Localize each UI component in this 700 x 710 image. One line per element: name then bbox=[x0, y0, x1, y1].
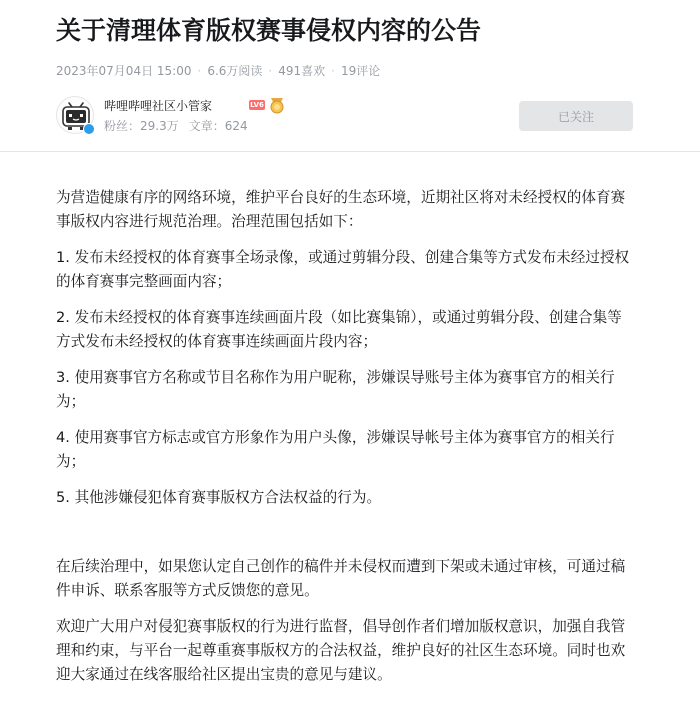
article-meta bbox=[56, 63, 380, 79]
publish-date: 2023年07月04日 15:00 bbox=[56, 64, 192, 78]
follow-button[interactable]: 已关注 bbox=[519, 101, 633, 131]
view-count: 6.6万阅读 bbox=[207, 64, 263, 78]
header-divider bbox=[0, 151, 700, 152]
list-item: 5. 其他涉嫌侵犯体育赛事版权方合法权益的行为。 bbox=[56, 489, 382, 506]
list-item: 3. 使用赛事官方名称或节目名称作为用户昵称，涉嫌误导账号主体为赛事官方的相关行为； bbox=[56, 369, 615, 410]
article-body bbox=[56, 186, 636, 699]
comment-count[interactable]: 19评论 bbox=[340, 64, 381, 78]
like-count[interactable]: 491喜欢 bbox=[278, 64, 326, 78]
verified-icon bbox=[83, 123, 95, 135]
meta-separator: · bbox=[197, 64, 202, 78]
article-count: 文章：624 bbox=[188, 119, 248, 133]
author-name[interactable]: 哔哩哔哩社区小管家 bbox=[104, 99, 213, 113]
paragraph: 欢迎广大用户对侵犯赛事版权的行为进行监督，倡导创作者们增加版权意识，加强自我管理和约束，与平台一起尊重赛事版权方的合法权益，维护良好的社区生态环境。同时也欢迎大家通过在线客服给社区提出宝贵的意见与建议。 bbox=[56, 618, 626, 683]
fans-count: 粉丝：29.3万 bbox=[104, 119, 179, 133]
blank-line bbox=[56, 522, 636, 555]
list-item: 2. 发布未经授权的体育赛事连续画面片段（如比赛集锦），或通过剪辑分段、创建合集等方式发布未经授权的体育赛事连续画面片段内容； bbox=[56, 309, 622, 350]
list-item: 4. 使用赛事官方标志或官方形象作为用户头像，涉嫌误导帐号主体为赛事官方的相关行为； bbox=[56, 429, 615, 470]
article-title: 关于清理体育版权赛事侵权内容的公告 bbox=[56, 16, 482, 45]
paragraph: 在后续治理中，如果您认定自己创作的稿件并未侵权而遭到下架或未通过审核，可通过稿件申诉、联系客服等方式反馈您的意见。 bbox=[56, 558, 626, 599]
medal-icon bbox=[268, 96, 286, 114]
level-badge: LV6 bbox=[250, 101, 264, 109]
paragraph: 为营造健康有序的网络环境，维护平台良好的生态环境，近期社区将对未经授权的体育赛事版权内容进行规范治理。治理范围包括如下： bbox=[56, 189, 626, 230]
meta-separator: · bbox=[331, 64, 335, 78]
list-item: 1. 发布未经授权的体育赛事全场录像，或通过剪辑分段、创建合集等方式发布未经过授权的体育赛事完整画面内容； bbox=[56, 249, 630, 290]
author-stats bbox=[104, 118, 248, 134]
meta-separator: · bbox=[268, 64, 273, 78]
